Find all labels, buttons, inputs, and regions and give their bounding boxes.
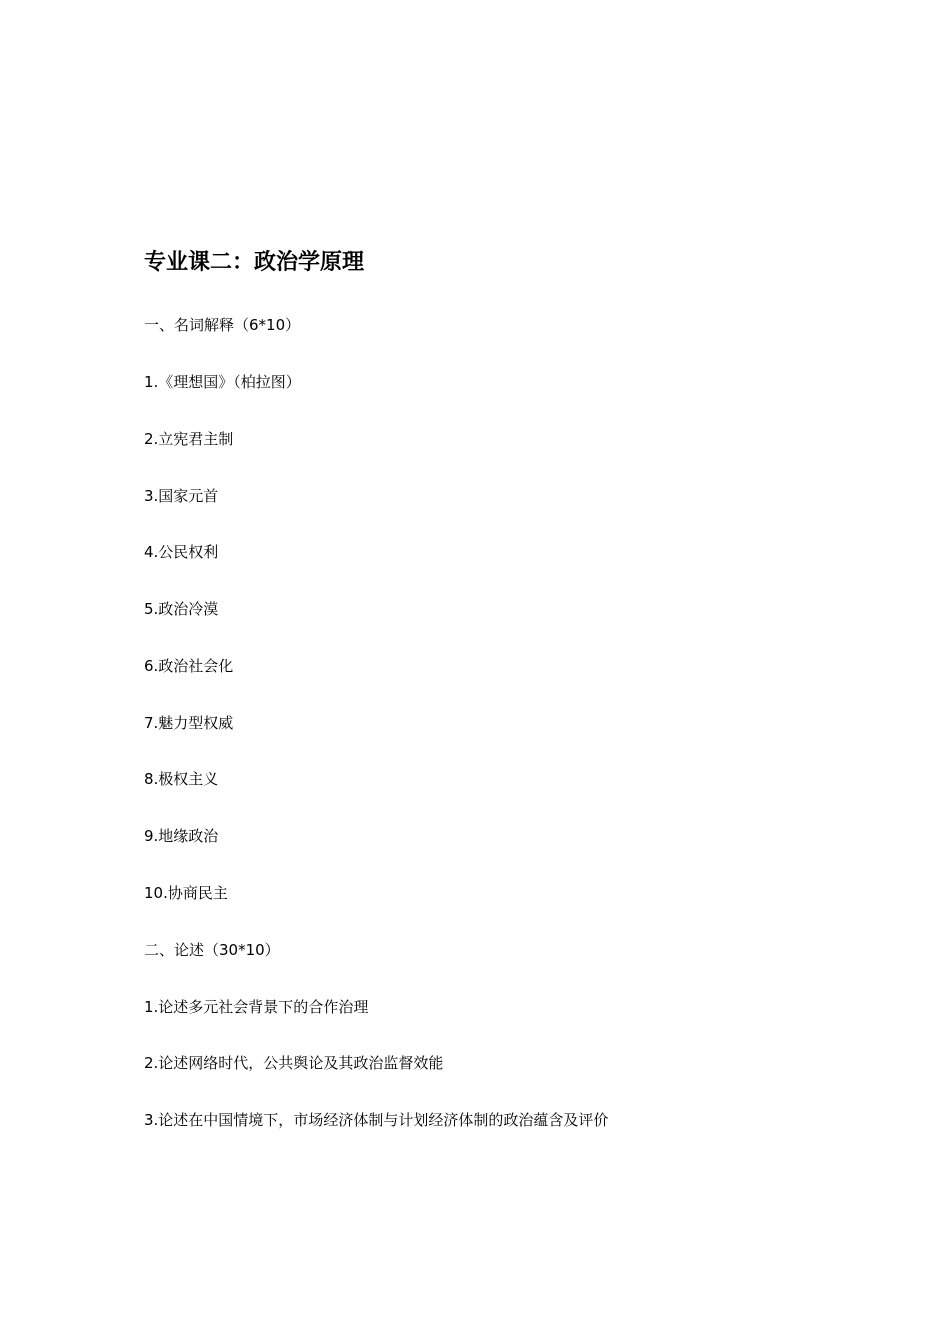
list-item: 3.国家元首 (144, 487, 219, 505)
list-item: 7.魅力型权威 (144, 714, 234, 732)
page-title: 专业课二：政治学原理 (144, 250, 365, 275)
list-item: 1.论述多元社会背景下的合作治理 (144, 998, 369, 1016)
list-item: 6.政治社会化 (144, 657, 234, 675)
list-item: 5.政治冷漠 (144, 600, 219, 618)
list-item: 4.公民权利 (144, 543, 219, 561)
list-item: 1.《理想国》（柏拉图） (144, 373, 301, 391)
list-item: 2.立宪君主制 (144, 430, 234, 448)
section-heading-essays: 二、论述（30*10） (144, 941, 280, 959)
section-heading-terms: 一、名词解释（6*10） (144, 316, 301, 334)
list-item: 9.地缘政治 (144, 827, 219, 845)
list-item: 3.论述在中国情境下，市场经济体制与计划经济体制的政治蕴含及评价 (144, 1111, 609, 1129)
list-item: 2.论述网络时代，公共舆论及其政治监督效能 (144, 1054, 444, 1072)
list-item: 10.协商民主 (144, 884, 228, 902)
list-item: 8.极权主义 (144, 770, 219, 788)
